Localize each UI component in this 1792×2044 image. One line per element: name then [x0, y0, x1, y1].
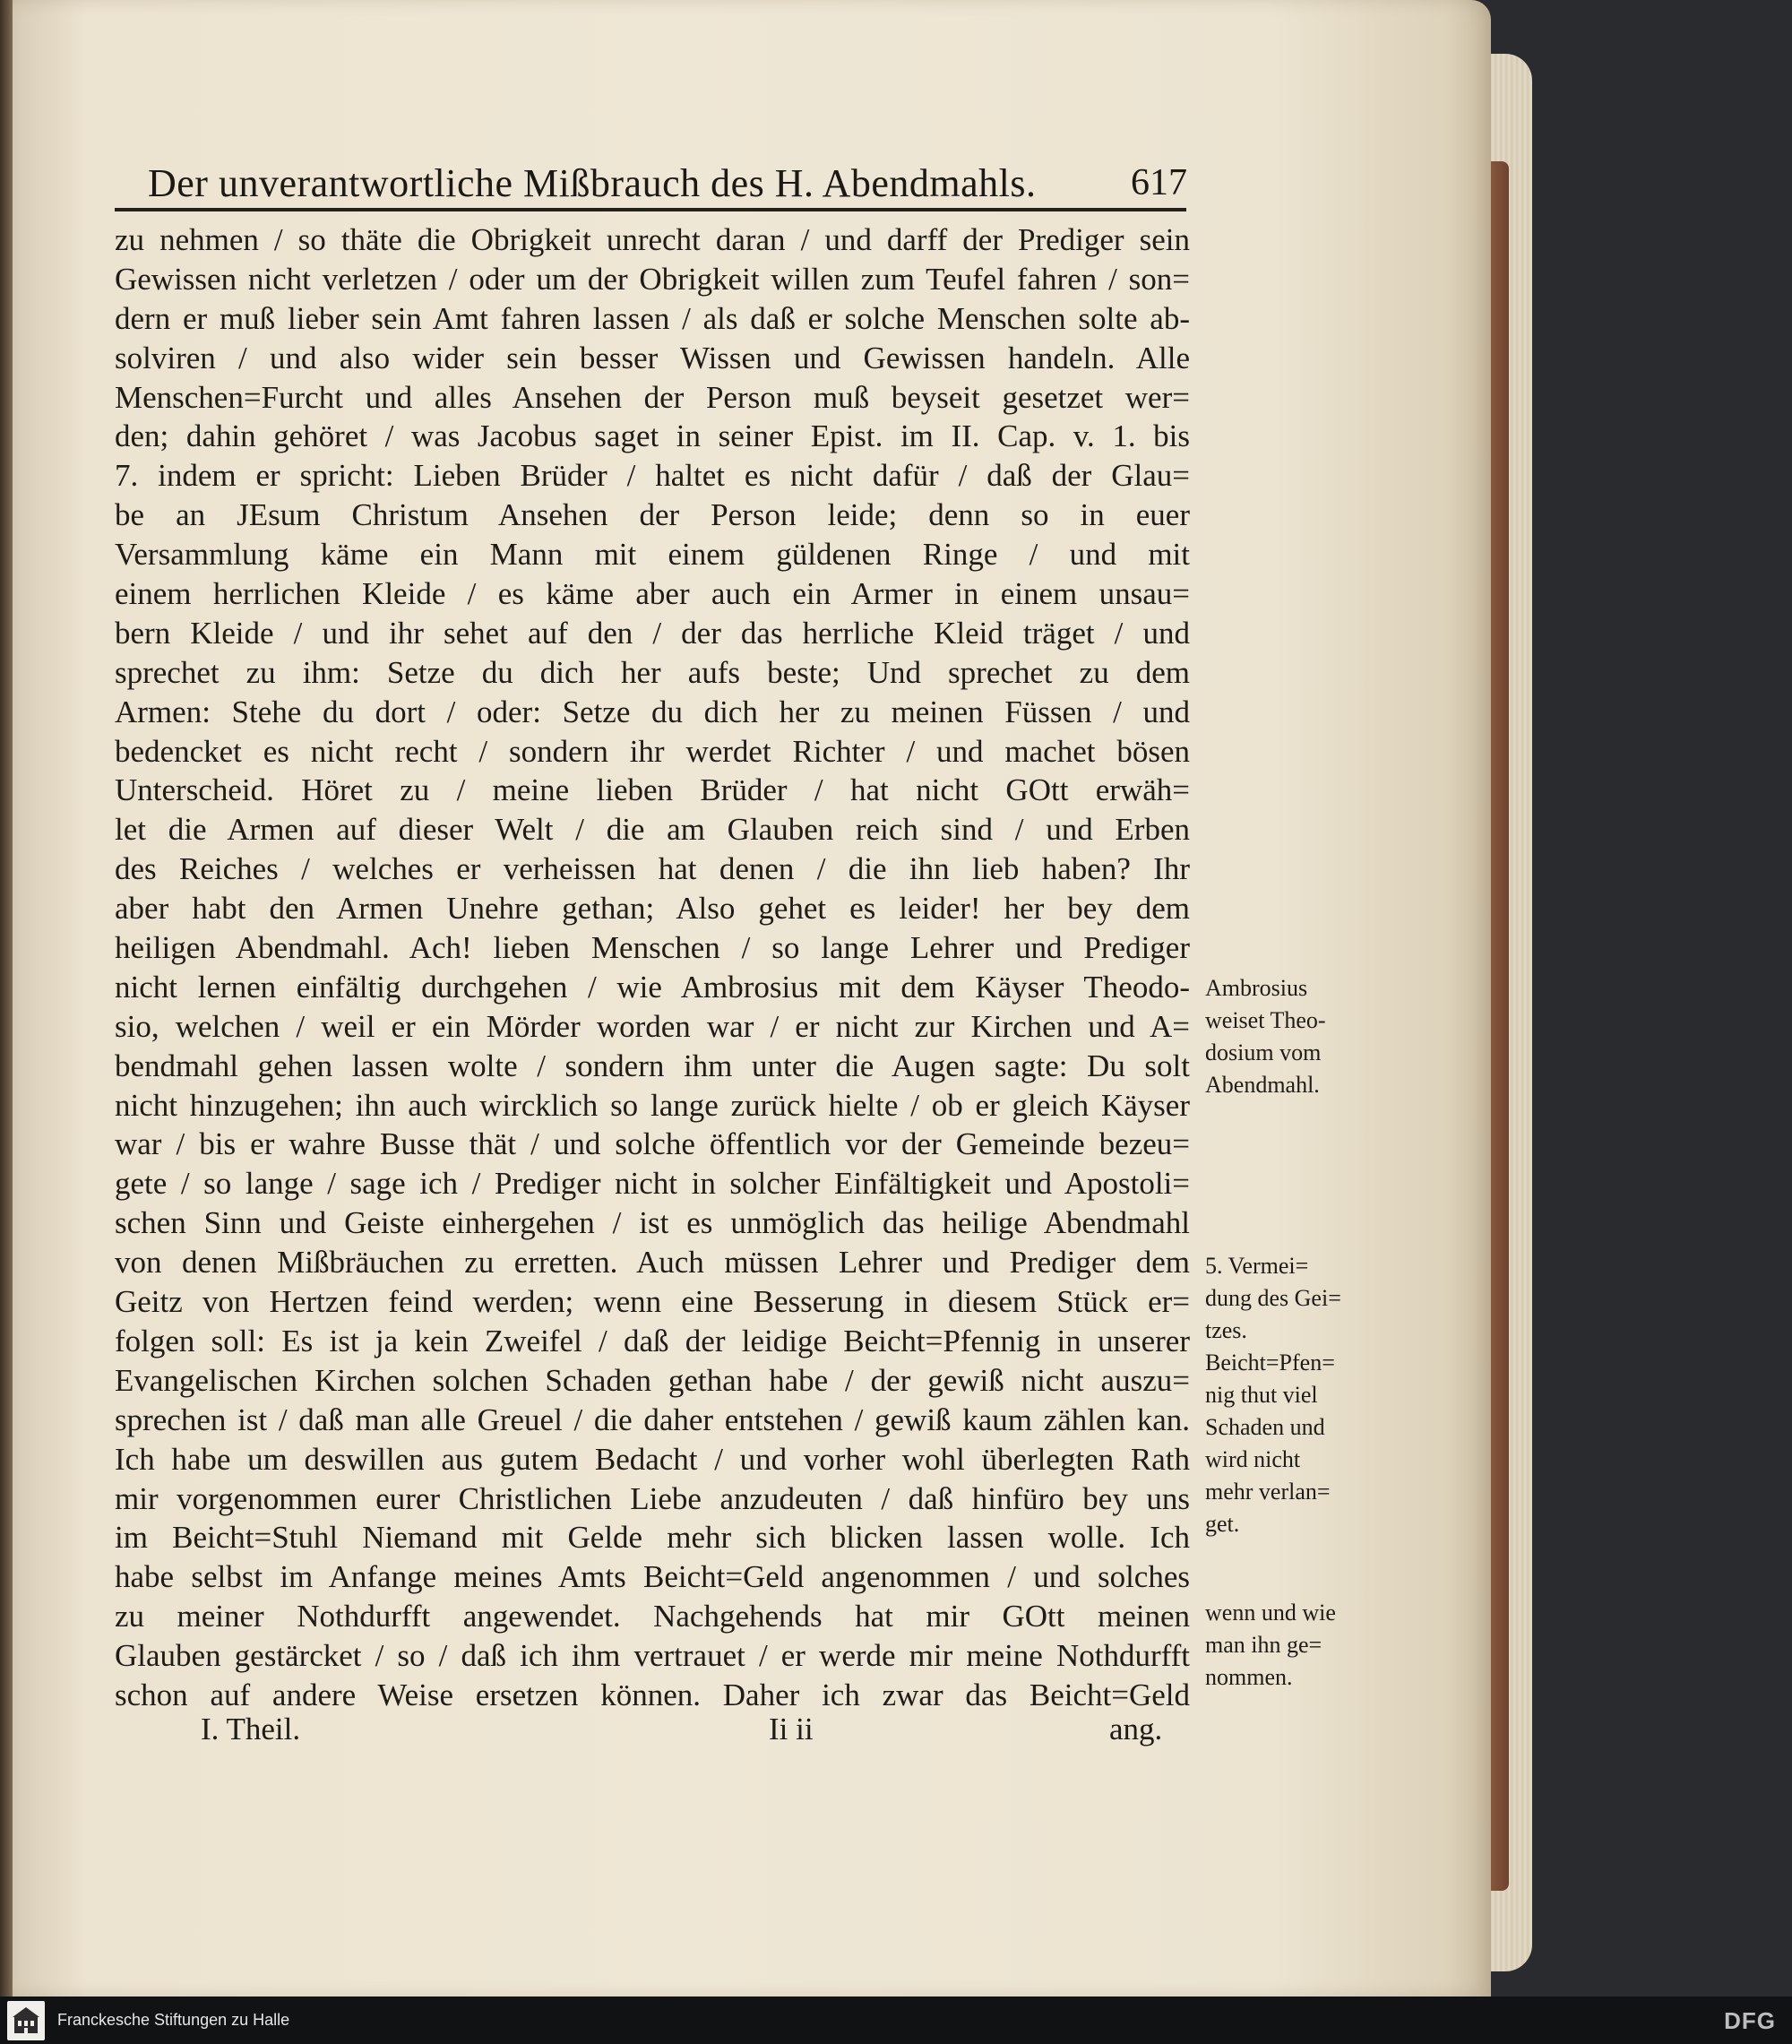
body-text: [115, 220, 1190, 1715]
margin-line: man ihn ge=: [1205, 1632, 1322, 1658]
margin-line: dung des Gei=: [1205, 1285, 1341, 1311]
text-line: sprechen ist / daß man alle Greuel / die daher entstehen / gewiß kaum zählen kan.: [115, 1401, 1190, 1437]
margin-note-geitz: [1205, 1250, 1362, 1540]
text-line: Glauben gestärcket / so / daß ich ihm vertrauet / er werde mir meine Nothdurfft: [115, 1638, 1190, 1674]
text-line: schen Sinn und Geiste einhergehen / ist es unmöglich das heilige Abendmahl: [115, 1205, 1190, 1241]
text-line: Menschen=Furcht und alles Ansehen der Person muß beyseit gesetzet wer=: [115, 379, 1190, 415]
text-line: solviren / und also wider sein besser Wissen und Gewissen handeln. Alle: [115, 340, 1190, 375]
text-line: Armen: Stehe du dort / oder: Setze du dich her zu meinen Füssen / und: [115, 694, 1190, 729]
text-line: 7. indem er spricht: Lieben Brüder / haltet es nicht dafür / daß der Glau=: [115, 458, 1190, 494]
text-line: let die Armen auf dieser Welt / die am Glauben reich sind / und Erben: [115, 812, 1190, 848]
text-line: des Reiches / welches er verheissen hat denen / die ihn lieb haben? Ihr: [115, 851, 1190, 887]
text-line: Unterscheid. Höret zu / meine lieben Brüder / hat nicht GOtt erwäh=: [115, 772, 1190, 808]
running-header: [148, 134, 1187, 206]
text-line: im Beicht=Stuhl Niemand mit Gelde mehr sich blicken lassen wolle. Ich: [115, 1520, 1190, 1556]
text-line: be an JEsum Christum Ansehen der Person leide; denn so in euer: [115, 497, 1190, 533]
margin-line: 5. Vermei=: [1205, 1253, 1309, 1279]
margin-line: wenn und wie: [1205, 1600, 1336, 1626]
text-line: bendmahl gehen lassen wolte / sondern ihm unter die Augen sagte: Du solt: [115, 1048, 1190, 1083]
signature-part: I. Theil.: [201, 1712, 301, 1746]
text-line: nicht hinzugehen; ihn auch wircklich so lange zurück hielte / ob er gleich Käyser: [115, 1087, 1190, 1123]
text-line: gete / so lange / sage ich / Prediger nicht in solcher Einfältigkeit und Apostoli=: [115, 1166, 1190, 1202]
catchword: ang.: [1109, 1712, 1163, 1746]
margin-line: wird nicht: [1205, 1446, 1301, 1472]
margin-line: Beicht=Pfen=: [1205, 1350, 1335, 1376]
margin-line: dosium vom: [1205, 1039, 1322, 1065]
text-line: dern er muß lieber sein Amt fahren lassen / als daß er solche Menschen solte ab-: [115, 300, 1190, 336]
text-line: sio, welchen / weil er ein Mörder worden war / er nicht zur Kirchen und A=: [115, 1008, 1190, 1044]
text-line: war / bis er wahre Busse thät / und solche öffentlich vor der Gemeinde bezeu=: [115, 1126, 1190, 1162]
institution-name[interactable]: Franckesche Stiftungen zu Halle: [57, 2011, 290, 2029]
building-icon: [11, 2005, 41, 2037]
text-line: aber habt den Armen Unehre gethan; Also gehet es leider! her bey dem: [115, 891, 1190, 927]
page-footer: [115, 1712, 1199, 1756]
text-line: sprechet zu ihm: Setze du dich her aufs beste; Und sprechet zu dem: [115, 654, 1190, 690]
margin-note-wenn: [1205, 1597, 1362, 1694]
text-line: Versammlung käme ein Mann mit einem güldenen Ringe / und mit: [115, 537, 1190, 573]
viewer-bottom-bar: [0, 1997, 1792, 2044]
text-line: einem herrlichen Kleide / es käme aber auch ein Armer in einem unsau=: [115, 576, 1190, 612]
text-line: bern Kleide / und ihr sehet auf den / der das herrliche Kleid träget / und: [115, 615, 1190, 651]
margin-line: Abendmahl.: [1205, 1072, 1320, 1098]
text-line: heiligen Abendmahl. Ach! lieben Menschen / so lange Lehrer und Prediger: [115, 930, 1190, 966]
franckesche-logo[interactable]: [7, 2001, 45, 2040]
text-line: zu nehmen / so thäte die Obrigkeit unrecht daran / und darff der Prediger sein: [115, 222, 1190, 257]
text-line: Gewissen nicht verletzen / oder um der Obrigkeit willen zum Teufel fahren / son=: [115, 261, 1190, 297]
text-line: bedencket es nicht recht / sondern ihr werdet Richter / und machet bösen: [115, 733, 1190, 769]
text-line: habe selbst im Anfange meines Amts Beicht=Geld angenommen / und solches: [115, 1559, 1190, 1595]
text-line: folgen soll: Es ist ja kein Zweifel / daß der leidige Beicht=Pfennig in unserer: [115, 1323, 1190, 1358]
text-line: zu meiner Nothdurfft angewendet. Nachgehends hat mir GOtt meinen: [115, 1599, 1190, 1634]
margin-line: tzes.: [1205, 1317, 1247, 1343]
margin-line: get.: [1205, 1511, 1240, 1537]
page-number: 617: [1131, 162, 1187, 203]
running-title: Der unverantwortliche Mißbrauch des H. Abendmahls.: [148, 161, 1037, 205]
margin-line: Schaden und: [1205, 1414, 1325, 1440]
text-line: Evangelischen Kirchen solchen Schaden gethan habe / der gewiß nicht auszu=: [115, 1362, 1190, 1398]
margin-line: mehr verlan=: [1205, 1479, 1331, 1505]
text-line: von denen Mißbräuchen zu erretten. Auch müssen Lehrer und Prediger dem: [115, 1245, 1190, 1281]
text-line: Ich habe um deswillen aus gutem Bedacht / und vorher wohl überlegten Rath: [115, 1441, 1190, 1477]
text-line: mir vorgenommen eurer Christlichen Liebe anzudeuten / daß hinfüro bey uns: [115, 1480, 1190, 1516]
margin-line: Ambrosius: [1205, 975, 1308, 1001]
margin-line: nommen.: [1205, 1664, 1293, 1690]
header-rule: [115, 208, 1186, 211]
text-line: schon auf andere Weise ersetzen können. Daher ich zwar das Beicht=Geld: [115, 1677, 1190, 1712]
margin-note-ambrosius: [1205, 972, 1362, 1101]
margin-line: weiset Theo-: [1205, 1007, 1326, 1033]
text-line: Geitz von Hertzen feind werden; wenn eine Besserung in diesem Stück er=: [115, 1284, 1190, 1320]
text-line: nicht lernen einfältig durchgehen / wie Ambrosius mit dem Käyser Theodo-: [115, 969, 1190, 1005]
text-line: den; dahin gehöret / was Jacobus saget in seiner Epist. im II. Cap. v. 1. bis: [115, 418, 1190, 454]
margin-line: nig thut viel: [1205, 1382, 1318, 1408]
signature-mark: Ii ii: [769, 1712, 814, 1746]
dfg-logo[interactable]: DFG: [1724, 2007, 1776, 2034]
